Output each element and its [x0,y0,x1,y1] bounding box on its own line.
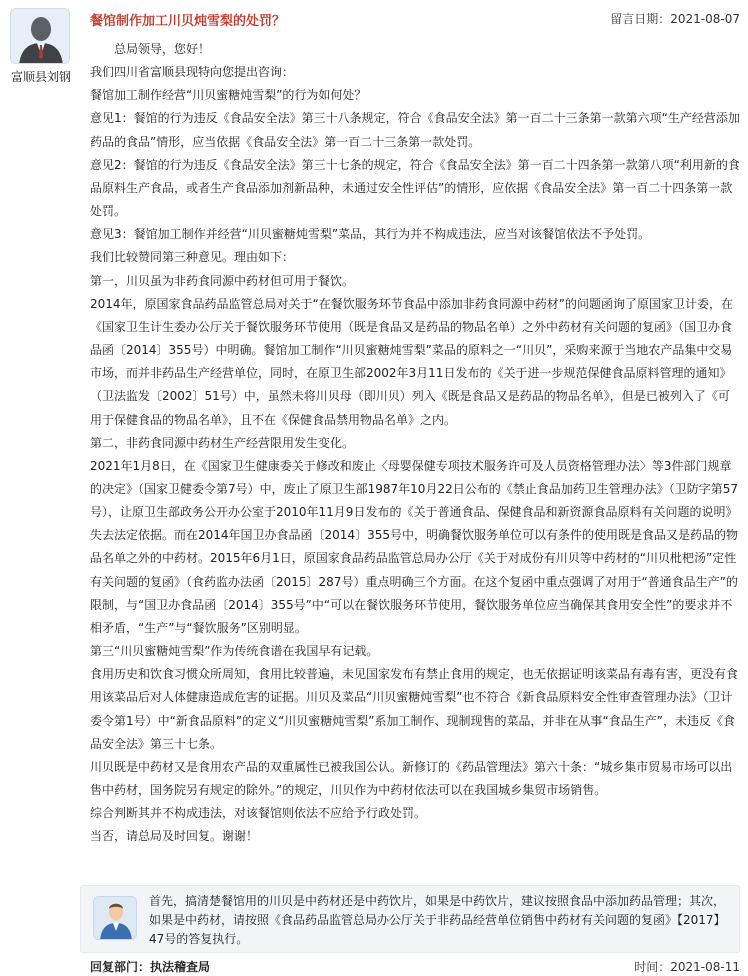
body-paragraph: 2021年1月8日，在《国家卫生健康委关于修改和废止〈母婴保健专项技术服务许可及人员资格管理办法〉等3件部门规章的决定》（国家卫健委令第7号）中，废止了原卫生部1987年10月22日公布的《禁止食品加药卫生管理办法》（卫防字第57号），让原卫生部政务公开办公室于2010年11月9日发布的《关于普通食品、保健食品和新资源食品原料有关问题的说明》失去法定依据。而在2014年国卫办食品函〔2014〕355号中，明确餐饮服务单位可以有条件的使用既是食品又是药品的物品名单之外的中药材。2015年6月1日，原国家食品药品监管总局办公厅《关于对成份有川贝等中药材的“川贝枇杷汤”定性有关问题的复函》（食药监办法函〔2015〕287号）重点明确三个方面。在这个复函中重点强调了对用于“普通食品生产”的限制，与“国卫办食品函〔2014〕355号”中“可以在餐饮服务环节使用，餐饮服务单位应当确保其食用安全性”的要求并不相矛盾，“生产”与“餐饮服务”区别明显。 [90,458,738,635]
body-paragraph: 总局领导，您好！ [114,42,211,56]
message-body [90,38,740,848]
body-paragraph: 我们四川省富顺县现特向您提出咨询： [90,65,295,80]
body-paragraph: 餐馆加工制作经营“川贝蜜糖炖雪梨”的行为如何处？ [90,88,367,103]
message-date: 留言日期：2021-08-07 [610,12,740,26]
responder-avatar [93,896,137,940]
body-paragraph: 意见1：餐馆的行为违反《食品安全法》第三十八条规定，符合《食品安全法》第一百二十三条第一款第六项“生产经营添加药品的食品”情形，应当依据《食品安全法》第一百二十三条第一款处罚。 [90,111,740,149]
responder-avatar-icon [94,897,137,940]
user-avatar-icon [11,9,70,64]
body-paragraph: 意见2：餐馆的行为违反《食品安全法》第三十七条的规定，符合《食品安全法》第一百二十四条第一款第八项“利用新的食品原料生产食品，或者生产食品添加剂新品种，未通过安全性评估”的情形，应依据《食品安全法》第一百二十四条第一款处罚。 [90,157,740,219]
body-paragraph: 第三“川贝蜜糖炖雪梨”作为传统食谱在我国早有记载。 [90,644,379,659]
reply-text: 首先，搞清楚餐馆用的川贝是中药材还是中药饮片，如果是中药饮片，建议按照食品中添加药品管理；其次，如果是中药材，请按照《食品药品监管总局办公厅关于非药品经营单位销售中药材有关问题的复函》【2017】47号的答复执行。 [149,894,726,946]
body-paragraph: 综合判断其并不构成违法，对该餐馆则依法不应给予行政处罚。 [90,806,427,821]
body-paragraph: 第一，川贝虽为非药食同源中药材但可用于餐饮。 [90,273,355,288]
asker-name: 富顺县刘钢 [10,70,71,84]
reply-department: 回复部门：执法稽查局 [90,960,211,974]
body-paragraph: 意见3：餐馆加工制作并经营“川贝蜜糖炖雪梨”菜品，其行为并不构成违法，应当对该餐馆依法不予处罚。 [90,227,651,242]
message-title: 餐馆制作加工川贝炖雪梨的处罚？ [90,14,286,29]
body-paragraph: 当否，请总局及时回复。谢谢！ [90,829,259,844]
body-paragraph: 我们比较赞同第三种意见。理由如下： [90,250,295,265]
reply-time: 时间：2021-08-11 [634,960,740,974]
body-paragraph: 2014年，原国家食品药品监管总局对关于“在餐饮服务环节食品中添加非药食同源中药材”的问题函询了原国家卫计委，在《国家卫生计生委办公厅关于餐饮服务环节使用（既是食品又是药品的物品名单）之外中药材有关问题的复函》（国卫办食品函〔2014〕355号）中明确。餐馆加工制作“川贝蜜糖炖雪梨”菜品的原料之一“川贝”，采购来源于当地农产品集中交易市场，而并非药品生产经营单位，同时，在原卫生部2002年3月11日发布的《关于进一步规范保健食品原料管理的通知》（卫法监发〔2002〕51号）中，虽然未将川贝母（即川贝）列入《既是食品又是药品的物品名单》，但是已被列入了《可用于保健食品的物品名单》，且不在《保健食品禁用物品名单》之内。 [90,296,733,427]
asker-avatar [10,8,70,64]
body-paragraph: 第二，非药食同源中药材生产经营限用发生变化。 [90,435,355,450]
body-paragraph: 川贝既是中药材又是食用农产品的双重属性已被我国公认。新修订的《药品管理法》第六十条：“城乡集市贸易市场可以出售中药材，国务院另有规定的除外。”的规定，川贝作为中药材依法可以在我国城乡集贸市场销售。 [90,759,733,797]
reply-box [80,885,740,953]
body-paragraph: 食用历史和饮食习惯众所周知，食用比较普遍，未见国家发布有禁止食用的规定，也无依据证明该菜品有毒有害，更没有食用该菜品后对人体健康造成危害的证据。川贝及菜品“川贝蜜糖炖雪梨”也不符合《新食品原料安全性审查管理办法》（卫计委令第1号）中“新食品原料”的定义“川贝蜜糖炖雪梨”系加工制作、现制现售的菜品，并非在从事“食品生产”，未违反《食品安全法》第三十七条。 [90,667,739,751]
